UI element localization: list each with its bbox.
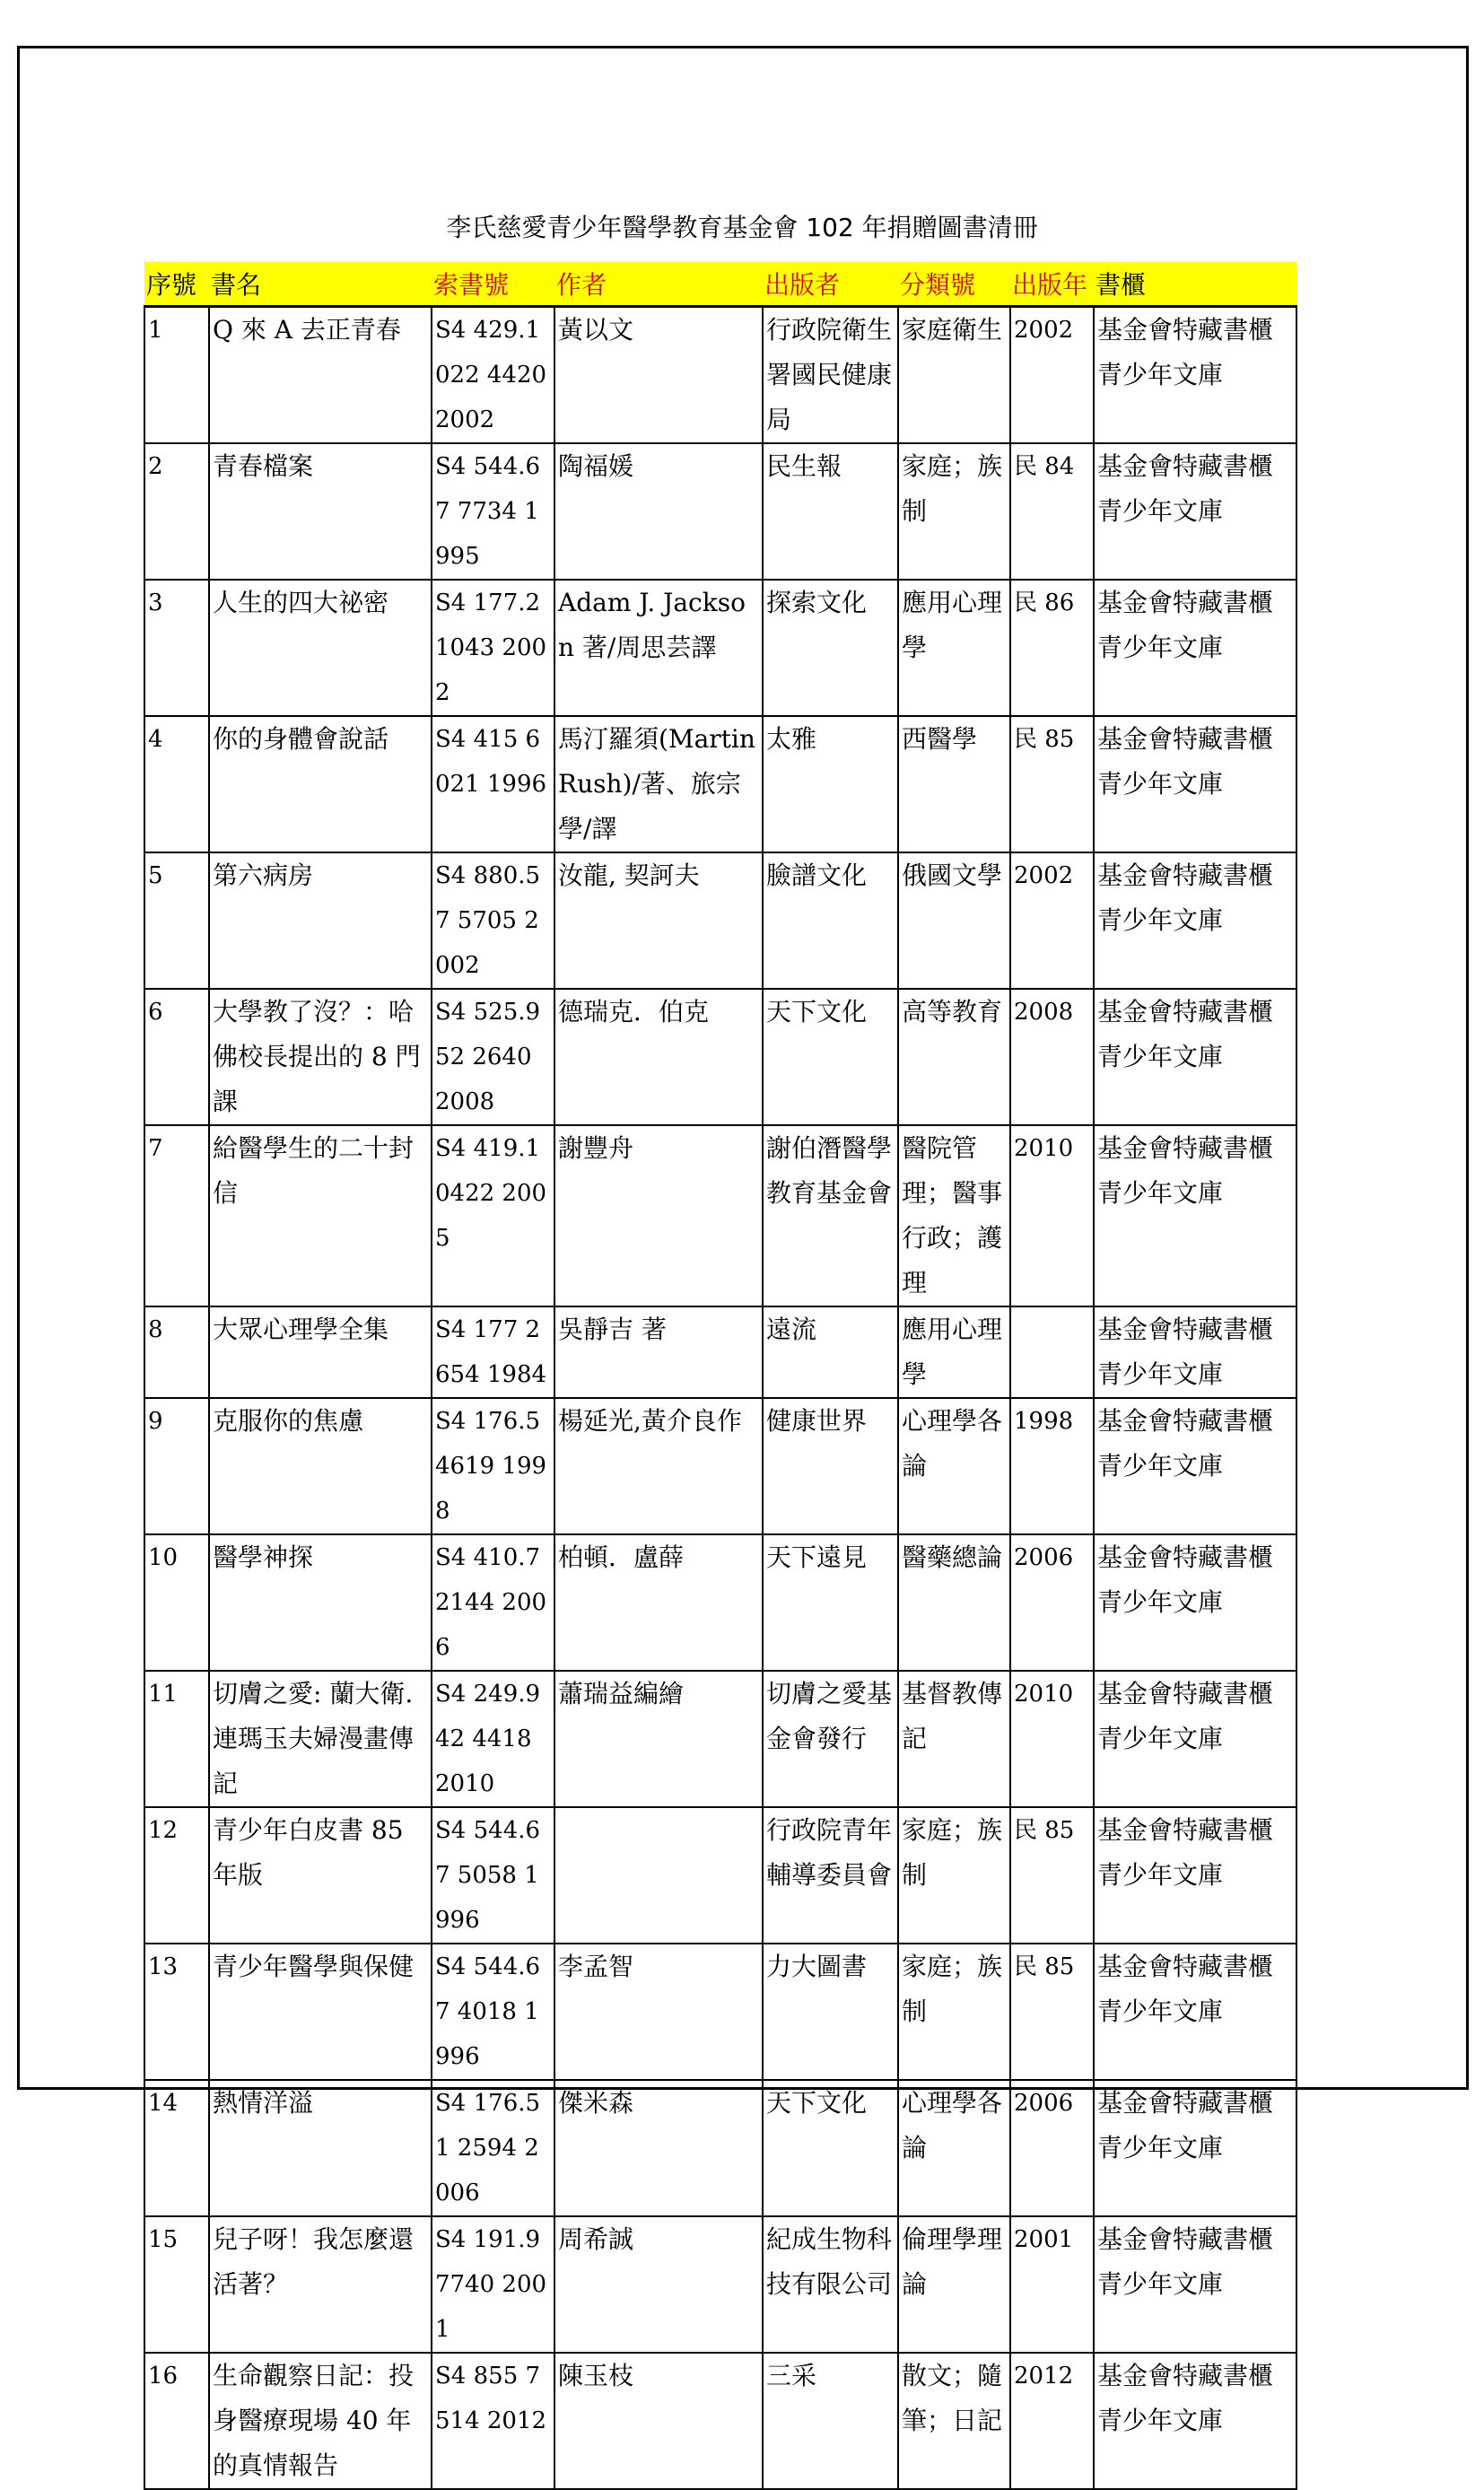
cell-publisher: 遠流 xyxy=(763,1306,898,1398)
cell-publisher: 天下文化 xyxy=(763,2080,898,2216)
cell-call-number: S4 855 7514 2012 xyxy=(432,2353,554,2489)
cell-classification: 家庭；族制 xyxy=(898,443,1010,580)
cell-publish-year: 2001 xyxy=(1010,2216,1094,2353)
cell-publisher: 力大圖書 xyxy=(763,1944,898,2080)
cell-call-number: S4 176.51 2594 2006 xyxy=(432,2080,554,2216)
cell-serial-no: 4 xyxy=(144,716,209,852)
cell-call-number: S4 544.67 4018 1996 xyxy=(432,1944,554,2080)
cell-publish-year xyxy=(1010,1306,1094,1398)
cell-classification: 醫院管理；醫事行政；護理 xyxy=(898,1125,1010,1306)
table-row xyxy=(144,2353,1296,2489)
cell-serial-no: 1 xyxy=(144,307,209,444)
cell-call-number: S4 191.9 7740 2001 xyxy=(432,2216,554,2353)
cell-publisher: 臉譜文化 xyxy=(763,852,898,989)
cell-publish-year: 民 86 xyxy=(1010,580,1094,716)
cell-book-title: 青少年白皮書 85 年版 xyxy=(209,1807,432,1944)
cell-author: Adam J. Jackson 著/周思芸譯 xyxy=(554,580,763,716)
book-list-table xyxy=(144,262,1297,2490)
cell-author: 傑米森 xyxy=(554,2080,763,2216)
cell-author: 吳靜吉 著 xyxy=(554,1306,763,1398)
header-call-number: 索書號 xyxy=(432,262,554,307)
cell-shelf: 基金會特藏書櫃青少年文庫 xyxy=(1094,2216,1296,2353)
cell-book-title: 大學教了沒？：哈佛校長提出的 8 門課 xyxy=(209,989,432,1125)
cell-shelf: 基金會特藏書櫃青少年文庫 xyxy=(1094,2080,1296,2216)
cell-publisher: 行政院衛生署國民健康局 xyxy=(763,307,898,444)
header-classification: 分類號 xyxy=(898,262,1010,307)
cell-book-title: 青少年醫學與保健 xyxy=(209,1944,432,2080)
cell-call-number: S4 415 6021 1996 xyxy=(432,716,554,852)
table-row xyxy=(144,1671,1296,1807)
cell-shelf: 基金會特藏書櫃青少年文庫 xyxy=(1094,1944,1296,2080)
cell-call-number: S4 544.67 7734 1995 xyxy=(432,443,554,580)
cell-shelf: 基金會特藏書櫃青少年文庫 xyxy=(1094,1306,1296,1398)
cell-publish-year: 民 85 xyxy=(1010,716,1094,852)
cell-book-title: 兒子呀！我怎麼還活著？ xyxy=(209,2216,432,2353)
cell-publish-year: 2010 xyxy=(1010,1125,1094,1306)
cell-book-title: 給醫學生的二十封信 xyxy=(209,1125,432,1306)
cell-book-title: 青春檔案 xyxy=(209,443,432,580)
cell-book-title: 切膚之愛: 蘭大衛. 連瑪玉夫婦漫畫傳記 xyxy=(209,1671,432,1807)
cell-call-number: S4 249.942 4418 2010 xyxy=(432,1671,554,1807)
cell-shelf: 基金會特藏書櫃青少年文庫 xyxy=(1094,2353,1296,2489)
cell-shelf: 基金會特藏書櫃青少年文庫 xyxy=(1094,852,1296,989)
cell-serial-no: 2 xyxy=(144,443,209,580)
cell-publisher: 切膚之愛基金會發行 xyxy=(763,1671,898,1807)
cell-book-title: 第六病房 xyxy=(209,852,432,989)
cell-classification: 俄國文學 xyxy=(898,852,1010,989)
cell-book-title: 熱情洋溢 xyxy=(209,2080,432,2216)
table-row xyxy=(144,716,1296,852)
cell-publish-year: 1998 xyxy=(1010,1398,1094,1534)
cell-shelf: 基金會特藏書櫃青少年文庫 xyxy=(1094,443,1296,580)
table-row xyxy=(144,989,1296,1125)
table-body xyxy=(144,307,1296,2490)
header-publish-year: 出版年 xyxy=(1010,262,1094,307)
cell-publish-year: 民 84 xyxy=(1010,443,1094,580)
table-row xyxy=(144,1398,1296,1534)
cell-call-number: S4 410.7 2144 2006 xyxy=(432,1534,554,1671)
cell-call-number: S4 177 2654 1984 xyxy=(432,1306,554,1398)
table-row xyxy=(144,1944,1296,2080)
table-row xyxy=(144,1807,1296,1944)
cell-publish-year: 2002 xyxy=(1010,852,1094,989)
table-row xyxy=(144,852,1296,989)
cell-author: 德瑞克．伯克 xyxy=(554,989,763,1125)
cell-call-number: S4 177.2 1043 2002 xyxy=(432,580,554,716)
cell-classification: 基督教傳記 xyxy=(898,1671,1010,1807)
cell-serial-no: 3 xyxy=(144,580,209,716)
cell-publisher: 三采 xyxy=(763,2353,898,2489)
cell-publish-year: 2006 xyxy=(1010,1534,1094,1671)
table-row xyxy=(144,443,1296,580)
cell-publish-year: 2002 xyxy=(1010,307,1094,444)
cell-book-title: Q 來 A 去正青春 xyxy=(209,307,432,444)
cell-publish-year: 2006 xyxy=(1010,2080,1094,2216)
cell-publisher: 謝伯潛醫學教育基金會 xyxy=(763,1125,898,1306)
cell-classification: 散文；隨筆；日記 xyxy=(898,2353,1010,2489)
cell-call-number: S4 880.57 5705 2002 xyxy=(432,852,554,989)
cell-classification: 應用心理學 xyxy=(898,1306,1010,1398)
cell-publisher: 天下遠見 xyxy=(763,1534,898,1671)
header-serial-no: 序號 xyxy=(144,262,209,307)
cell-shelf: 基金會特藏書櫃青少年文庫 xyxy=(1094,580,1296,716)
cell-publisher: 探索文化 xyxy=(763,580,898,716)
cell-publisher: 天下文化 xyxy=(763,989,898,1125)
cell-shelf: 基金會特藏書櫃青少年文庫 xyxy=(1094,989,1296,1125)
table-row xyxy=(144,307,1296,444)
cell-book-title: 人生的四大祕密 xyxy=(209,580,432,716)
cell-author: 柏頓．盧薛 xyxy=(554,1534,763,1671)
cell-author: 李孟智 xyxy=(554,1944,763,2080)
table-row xyxy=(144,1125,1296,1306)
cell-author: 陳玉枝 xyxy=(554,2353,763,2489)
cell-author xyxy=(554,1807,763,1944)
cell-serial-no: 8 xyxy=(144,1306,209,1398)
page-title: 李氏慈愛青少年醫學教育基金會 102 年捐贈圖書清冊 xyxy=(446,213,1038,242)
cell-publisher: 行政院青年輔導委員會 xyxy=(763,1807,898,1944)
header-author: 作者 xyxy=(554,262,763,307)
cell-author: 蕭瑞益編繪 xyxy=(554,1671,763,1807)
cell-classification: 家庭；族制 xyxy=(898,1944,1010,2080)
cell-shelf: 基金會特藏書櫃青少年文庫 xyxy=(1094,1807,1296,1944)
cell-serial-no: 15 xyxy=(144,2216,209,2353)
cell-publish-year: 2012 xyxy=(1010,2353,1094,2489)
table-header-row xyxy=(144,262,1296,307)
cell-publish-year: 2010 xyxy=(1010,1671,1094,1807)
cell-serial-no: 5 xyxy=(144,852,209,989)
cell-book-title: 生命觀察日記：投身醫療現場 40 年的真情報告 xyxy=(209,2353,432,2489)
header-book-title: 書名 xyxy=(209,262,432,307)
header-shelf: 書櫃 xyxy=(1094,262,1296,307)
cell-classification: 高等教育 xyxy=(898,989,1010,1125)
cell-serial-no: 9 xyxy=(144,1398,209,1534)
header-publisher: 出版者 xyxy=(763,262,898,307)
cell-book-title: 你的身體會說話 xyxy=(209,716,432,852)
cell-classification: 心理學各論 xyxy=(898,2080,1010,2216)
cell-author: 黃以文 xyxy=(554,307,763,444)
cell-serial-no: 7 xyxy=(144,1125,209,1306)
cell-author: 汝龍, 契訶夫 xyxy=(554,852,763,989)
cell-publish-year: 民 85 xyxy=(1010,1944,1094,2080)
cell-book-title: 醫學神探 xyxy=(209,1534,432,1671)
cell-classification: 醫藥總論 xyxy=(898,1534,1010,1671)
cell-author: 陶福媛 xyxy=(554,443,763,580)
cell-classification: 應用心理學 xyxy=(898,580,1010,716)
cell-author: 楊延光,黃介良作 xyxy=(554,1398,763,1534)
cell-shelf: 基金會特藏書櫃青少年文庫 xyxy=(1094,1398,1296,1534)
cell-publisher: 民生報 xyxy=(763,443,898,580)
cell-shelf: 基金會特藏書櫃青少年文庫 xyxy=(1094,1125,1296,1306)
cell-book-title: 大眾心理學全集 xyxy=(209,1306,432,1398)
table-row xyxy=(144,1306,1296,1398)
cell-serial-no: 11 xyxy=(144,1671,209,1807)
cell-publish-year: 民 85 xyxy=(1010,1807,1094,1944)
cell-classification: 家庭衛生 xyxy=(898,307,1010,444)
cell-author: 周希誠 xyxy=(554,2216,763,2353)
cell-call-number: S4 419.1 0422 2005 xyxy=(432,1125,554,1306)
cell-serial-no: 14 xyxy=(144,2080,209,2216)
cell-classification: 家庭；族制 xyxy=(898,1807,1010,1944)
table-row xyxy=(144,1534,1296,1671)
cell-classification: 心理學各論 xyxy=(898,1398,1010,1534)
cell-publish-year: 2008 xyxy=(1010,989,1094,1125)
cell-author: 馬汀羅須(Martin Rush)/著、旅宗學/譯 xyxy=(554,716,763,852)
cell-call-number: S4 525.952 2640 2008 xyxy=(432,989,554,1125)
cell-serial-no: 13 xyxy=(144,1944,209,2080)
cell-book-title: 克服你的焦慮 xyxy=(209,1398,432,1534)
table-row xyxy=(144,2080,1296,2216)
cell-shelf: 基金會特藏書櫃青少年文庫 xyxy=(1094,307,1296,444)
cell-serial-no: 12 xyxy=(144,1807,209,1944)
cell-publisher: 健康世界 xyxy=(763,1398,898,1534)
cell-classification: 倫理學理論 xyxy=(898,2216,1010,2353)
cell-shelf: 基金會特藏書櫃青少年文庫 xyxy=(1094,1534,1296,1671)
table-row xyxy=(144,2216,1296,2353)
cell-publisher: 太雅 xyxy=(763,716,898,852)
cell-call-number: S4 429.1022 4420 2002 xyxy=(432,307,554,444)
cell-classification: 西醫學 xyxy=(898,716,1010,852)
table-row xyxy=(144,580,1296,716)
cell-shelf: 基金會特藏書櫃青少年文庫 xyxy=(1094,716,1296,852)
cell-shelf: 基金會特藏書櫃青少年文庫 xyxy=(1094,1671,1296,1807)
cell-serial-no: 6 xyxy=(144,989,209,1125)
cell-author: 謝豐舟 xyxy=(554,1125,763,1306)
cell-serial-no: 16 xyxy=(144,2353,209,2489)
cell-publisher: 紀成生物科技有限公司 xyxy=(763,2216,898,2353)
cell-serial-no: 10 xyxy=(144,1534,209,1671)
cell-call-number: S4 176.5 4619 1998 xyxy=(432,1398,554,1534)
cell-call-number: S4 544.67 5058 1996 xyxy=(432,1807,554,1944)
